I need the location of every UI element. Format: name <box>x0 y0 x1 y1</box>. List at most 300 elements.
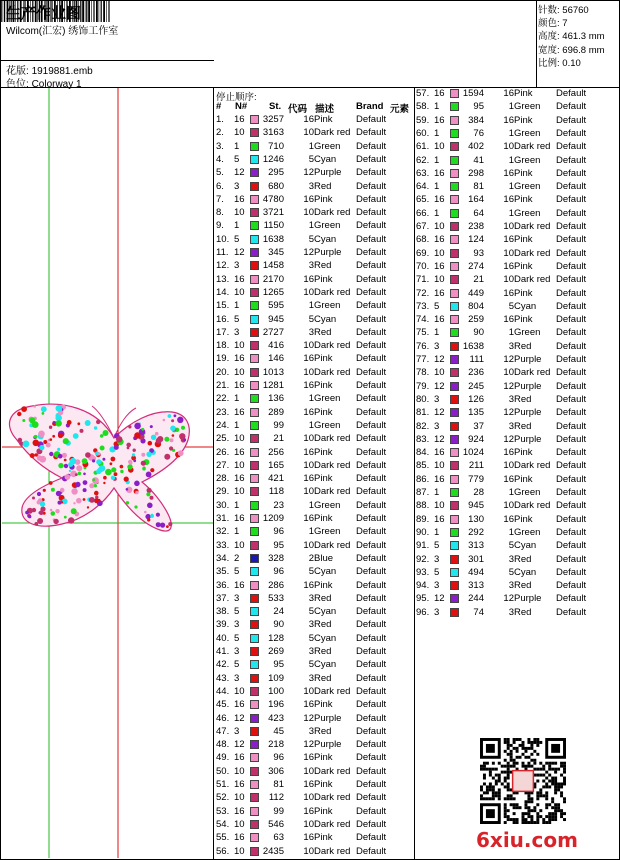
color-swatch <box>450 541 459 550</box>
stop-row <box>216 114 414 127</box>
stop-index: 89. <box>416 513 430 525</box>
color-swatch <box>250 434 259 443</box>
butterfly-dot <box>146 472 152 478</box>
stop-needle: 16 <box>234 473 245 485</box>
stop-index: 53. <box>216 805 230 817</box>
qr-module <box>542 774 545 777</box>
qr-module <box>539 741 542 744</box>
stop-brand: Default <box>356 712 387 724</box>
stop-row <box>416 593 587 606</box>
butterfly-dot <box>64 459 67 462</box>
stop-row <box>216 752 414 765</box>
butterfly-dot <box>53 421 56 424</box>
qr-module <box>542 794 545 797</box>
color-swatch <box>450 501 459 510</box>
qr-module <box>542 818 545 821</box>
stop-index: 11. <box>216 247 229 258</box>
stop-code: 16 <box>303 779 314 790</box>
stop-description: Pink <box>314 779 333 790</box>
page-title: 生产作业图 <box>6 5 82 22</box>
stop-description: Pink <box>314 579 333 591</box>
color-swatch <box>250 275 259 284</box>
stop-brand: Default <box>356 805 387 817</box>
stop-code: 16 <box>303 380 314 391</box>
stop-stitches: 345 <box>268 247 284 258</box>
stop-needle: 16 <box>434 447 445 459</box>
qr-module <box>486 768 489 771</box>
butterfly-dot <box>97 499 100 502</box>
qr-module <box>480 797 483 800</box>
stop-index: 40. <box>216 632 230 644</box>
qr-module <box>516 803 519 806</box>
stop-index: 61. <box>416 141 430 153</box>
stop-index: 46. <box>216 712 230 724</box>
stop-stitches: 96 <box>273 526 284 538</box>
color-swatch <box>250 235 259 244</box>
stop-stitches: 95 <box>273 659 284 671</box>
stop-code: 16 <box>503 287 514 299</box>
qr-module <box>527 756 530 759</box>
sub-header-line-1 <box>0 60 214 61</box>
stop-needle: 10 <box>434 247 445 259</box>
qr-module <box>513 818 516 821</box>
qr-module <box>519 806 522 809</box>
qr-module <box>504 741 507 744</box>
qr-module <box>554 777 557 780</box>
qr-module <box>563 762 566 765</box>
stop-description: Dark red <box>314 366 351 378</box>
color-swatch <box>250 780 259 789</box>
stop-row <box>216 486 414 499</box>
color-swatch <box>450 422 459 431</box>
stop-brand: Default <box>356 207 387 219</box>
stop-index: 79. <box>416 380 430 392</box>
qr-module <box>504 803 507 806</box>
stop-code: 16 <box>503 513 514 525</box>
stop-stitches: 2435 <box>262 845 284 857</box>
color-swatch <box>250 421 259 430</box>
stop-row <box>216 673 414 686</box>
stop-stitches: 1281 <box>262 380 284 391</box>
qr-module <box>522 818 525 821</box>
stop-brand: Default <box>556 340 587 352</box>
qr-module <box>522 741 525 744</box>
watermark-text: 6xiu.com <box>476 828 578 852</box>
qr-module <box>557 806 560 809</box>
stop-brand: Default <box>356 513 387 524</box>
stop-row <box>416 274 587 287</box>
stop-brand: Default <box>556 580 587 592</box>
butterfly-dot <box>78 472 82 476</box>
butterfly-dot <box>120 470 123 473</box>
stop-row <box>216 792 414 805</box>
stop-index: 56. <box>216 845 230 857</box>
stop-index: 54. <box>216 818 230 830</box>
stop-stitches: 45 <box>273 725 284 737</box>
qr-module <box>527 794 530 797</box>
stop-code: 16 <box>303 805 314 817</box>
stop-code: 10 <box>503 247 514 259</box>
qr-module <box>548 803 551 806</box>
stop-code: 3 <box>508 420 514 432</box>
stop-stitches: 945 <box>468 500 484 512</box>
stop-brand: Default <box>356 340 387 352</box>
stop-stitches: 24 <box>273 606 284 618</box>
qr-module <box>510 753 513 756</box>
qr-module <box>507 744 510 747</box>
stop-needle: 1 <box>434 207 440 219</box>
stop-index: 8. <box>216 207 224 219</box>
butterfly-dot <box>41 406 47 412</box>
butterfly-dot <box>114 445 119 450</box>
qr-module <box>519 756 522 759</box>
stop-brand: Default <box>556 526 587 538</box>
qr-module <box>545 821 548 824</box>
stop-row <box>216 846 414 859</box>
qr-module <box>480 785 483 788</box>
qr-module <box>536 768 539 771</box>
butterfly-dot <box>73 502 75 504</box>
qr-module <box>501 771 504 774</box>
stop-needle: 3 <box>434 606 440 618</box>
design-file-label: 花版: <box>6 66 29 77</box>
color-swatch <box>250 128 259 137</box>
stop-code: 10 <box>303 366 314 378</box>
color-swatch <box>250 408 259 417</box>
stop-stitches: 306 <box>268 765 284 777</box>
butterfly-dot <box>80 429 84 433</box>
stop-needle: 1 <box>234 140 240 152</box>
butterfly-dot <box>49 481 53 485</box>
stop-code: 1 <box>308 526 314 538</box>
qr-module <box>539 768 542 771</box>
stop-description: Green <box>314 220 341 232</box>
stop-description: Pink <box>314 114 333 125</box>
colorway-label: 色位: <box>6 79 29 90</box>
qr-module <box>524 765 527 768</box>
stop-needle: 1 <box>434 487 440 498</box>
stop-row <box>216 619 414 632</box>
qr-module <box>560 815 563 818</box>
qr-module <box>483 762 486 765</box>
butterfly-dot <box>73 433 79 439</box>
qr-module <box>513 821 516 824</box>
qr-module <box>504 812 507 815</box>
butterfly-dot <box>127 447 130 450</box>
stop-needle: 10 <box>234 459 245 471</box>
qr-module <box>545 806 548 809</box>
butterfly-dot <box>85 420 91 426</box>
qr-module <box>536 818 539 821</box>
stop-index: 4. <box>216 153 224 165</box>
stop-brand: Default <box>356 632 387 644</box>
butterfly-dot <box>168 414 172 418</box>
butterfly-dot <box>156 522 161 527</box>
stop-code: 10 <box>303 818 314 830</box>
qr-module <box>554 771 557 774</box>
stop-code: 10 <box>503 141 514 153</box>
stop-brand: Default <box>556 274 587 286</box>
qr-module <box>533 750 536 753</box>
qr-module <box>533 809 536 812</box>
stop-needle: 12 <box>434 380 445 392</box>
stop-needle: 1 <box>234 393 240 405</box>
header-description: 描述 <box>315 104 335 115</box>
stop-row <box>216 393 414 406</box>
qr-module <box>527 797 530 800</box>
qr-module <box>530 765 533 768</box>
qr-module <box>530 818 533 821</box>
butterfly-dot <box>132 453 135 456</box>
stop-stitches: 945 <box>268 313 284 325</box>
stop-row <box>216 540 414 553</box>
butterfly-dot <box>51 488 55 492</box>
color-swatch <box>250 847 259 856</box>
butterfly-dot <box>110 462 113 465</box>
butterfly-dot <box>127 464 132 469</box>
stop-row <box>416 154 587 168</box>
stop-index: 55. <box>216 832 230 844</box>
qr-module <box>504 815 507 818</box>
butterfly-design <box>2 88 213 858</box>
stop-stitches: 128 <box>268 632 284 644</box>
stop-stitches: 256 <box>268 446 284 458</box>
stop-row <box>216 659 414 672</box>
stop-brand: Default <box>556 487 587 498</box>
butterfly-dot <box>102 458 105 461</box>
stop-stitches: 313 <box>468 580 484 592</box>
stop-index: 5. <box>216 167 224 179</box>
qr-module <box>527 738 530 741</box>
color-swatch <box>250 461 259 470</box>
butterfly-dot <box>147 488 152 493</box>
stop-stitches: 1638 <box>262 233 284 245</box>
stop-code: 10 <box>503 221 514 232</box>
qr-module <box>551 812 554 815</box>
color-swatch <box>450 169 459 178</box>
color-swatch <box>450 382 459 391</box>
color-swatch <box>250 541 259 550</box>
qr-module <box>498 780 501 783</box>
stop-code: 5 <box>508 540 514 552</box>
stop-needle: 5 <box>434 540 440 552</box>
color-swatch <box>450 302 459 311</box>
stop-stitches: 298 <box>468 167 484 179</box>
butterfly-dot <box>46 443 51 448</box>
stop-code: 16 <box>303 406 314 418</box>
stop-description: Cyan <box>314 606 337 618</box>
color-swatch <box>250 581 259 590</box>
stop-brand: Default <box>356 380 387 391</box>
color-swatch <box>250 714 259 723</box>
stop-index: 18. <box>216 340 230 352</box>
stop-needle: 12 <box>234 739 245 751</box>
butterfly-dot <box>166 525 169 528</box>
stop-brand: Default <box>356 752 387 764</box>
stop-needle: 12 <box>234 712 245 724</box>
butterfly-dot <box>126 501 129 504</box>
qr-module <box>498 788 501 791</box>
butterfly-dot <box>58 433 63 438</box>
stop-code: 16 <box>503 234 514 246</box>
stop-needle: 10 <box>434 274 445 286</box>
butterfly-dot <box>18 438 22 442</box>
stop-index: 26. <box>216 446 230 458</box>
stop-code: 10 <box>303 845 314 857</box>
color-swatch <box>450 222 459 231</box>
qr-module <box>551 762 554 765</box>
qr-module <box>557 809 560 812</box>
qr-module <box>483 791 486 794</box>
qr-module <box>495 780 498 783</box>
stop-needle: 16 <box>434 234 445 246</box>
stop-row <box>416 407 587 420</box>
stop-code: 3 <box>308 619 314 631</box>
stop-row <box>216 314 414 327</box>
stat-value: 461.3 mm <box>559 31 605 43</box>
stop-row <box>216 473 414 486</box>
qr-module <box>513 747 516 750</box>
color-swatch <box>250 607 259 616</box>
stop-code: 12 <box>303 247 314 258</box>
stop-description: Dark red <box>314 845 351 857</box>
stop-index: 88. <box>416 500 430 512</box>
header-brand: Brand <box>356 101 384 112</box>
stop-brand: Default <box>556 407 587 419</box>
qr-module <box>489 774 492 777</box>
stop-stitches: 95 <box>473 101 484 113</box>
qr-module <box>554 785 557 788</box>
color-swatch <box>450 116 459 125</box>
stop-description: Green <box>314 300 341 312</box>
stop-brand: Default <box>356 220 387 232</box>
qr-module <box>489 782 492 785</box>
header-stitches: St. <box>269 101 282 112</box>
stop-index: 45. <box>216 699 230 711</box>
stop-description: Blue <box>314 552 334 564</box>
color-swatch <box>450 142 459 151</box>
stop-stitches: 28 <box>473 487 484 498</box>
stop-code: 16 <box>503 114 514 126</box>
stop-needle: 5 <box>234 566 240 578</box>
qr-module <box>527 800 530 803</box>
qr-module <box>507 815 510 818</box>
qr-module <box>504 765 507 768</box>
stop-code: 3 <box>508 580 514 592</box>
qr-module <box>510 765 513 768</box>
qr-module <box>530 759 533 762</box>
stop-description: Pink <box>514 473 533 485</box>
stop-index: 77. <box>416 354 430 365</box>
stop-description: Pink <box>314 273 333 285</box>
qr-module <box>495 768 498 771</box>
stop-description: Red <box>514 606 532 618</box>
stop-description: Cyan <box>514 540 537 552</box>
butterfly-dot <box>92 459 95 462</box>
butterfly-dot <box>156 438 162 444</box>
butterfly-dot <box>177 417 183 423</box>
butterfly-dot <box>52 435 55 438</box>
color-swatch <box>250 115 259 124</box>
stop-needle: 16 <box>434 473 445 485</box>
butterfly-dot <box>111 457 116 462</box>
stop-index: 71. <box>416 274 430 286</box>
stop-needle: 16 <box>434 167 445 179</box>
stop-description: Green <box>514 154 541 166</box>
qr-module <box>480 794 483 797</box>
stop-row <box>216 766 414 779</box>
stop-code: 12 <box>303 712 314 724</box>
qr-module <box>507 818 510 821</box>
stop-brand: Default <box>356 552 387 564</box>
butterfly-dot <box>75 473 78 476</box>
butterfly-dot <box>126 443 131 448</box>
butterfly-dot <box>51 511 56 516</box>
stop-needle: 16 <box>234 805 245 817</box>
butterfly-dot <box>141 428 144 431</box>
stop-stitches: 124 <box>468 234 484 246</box>
stop-needle: 1 <box>434 181 440 193</box>
butterfly-dot <box>63 438 69 444</box>
stop-row <box>416 487 587 500</box>
stop-description: Pink <box>514 234 533 246</box>
stop-brand: Default <box>356 818 387 830</box>
stop-code: 1 <box>508 181 514 193</box>
stop-stitches: 710 <box>268 140 284 152</box>
qr-module <box>530 747 533 750</box>
stop-needle: 10 <box>434 367 445 379</box>
stop-brand: Default <box>556 287 587 299</box>
qr-module <box>530 753 533 756</box>
stop-brand: Default <box>356 619 387 631</box>
stop-needle: 5 <box>234 606 240 618</box>
qr-module <box>507 809 510 812</box>
color-swatch <box>250 248 259 257</box>
stop-row <box>216 460 414 473</box>
stop-code: 10 <box>303 127 314 139</box>
stop-code: 16 <box>303 699 314 711</box>
qr-module <box>507 738 510 741</box>
qr-module <box>513 803 516 806</box>
stop-description: Pink <box>514 194 533 206</box>
qr-module <box>498 762 501 765</box>
stop-stitches: 146 <box>268 353 284 365</box>
stop-description: Red <box>314 725 332 737</box>
butterfly-dot <box>89 483 94 488</box>
butterfly-dot <box>128 425 131 428</box>
qr-module <box>545 782 548 785</box>
stop-description: Red <box>314 260 332 272</box>
qr-module <box>548 780 551 783</box>
qr-module <box>563 812 566 815</box>
stop-index: 37. <box>216 592 230 604</box>
stop-code: 10 <box>303 286 314 298</box>
qr-module <box>507 774 510 777</box>
stop-code: 5 <box>308 566 314 578</box>
butterfly-dot <box>103 482 105 484</box>
stop-needle: 1 <box>434 154 440 166</box>
stop-row <box>416 500 587 513</box>
stop-row <box>216 699 414 712</box>
stop-needle: 3 <box>234 592 240 604</box>
stop-brand: Default <box>556 101 587 113</box>
stop-index: 78. <box>416 367 430 379</box>
stop-stitches: 41 <box>473 154 484 166</box>
stop-description: Pink <box>514 88 533 99</box>
stop-brand: Default <box>556 88 587 99</box>
stop-stitches: 3163 <box>262 127 284 139</box>
qr-finder-pattern <box>551 744 560 753</box>
